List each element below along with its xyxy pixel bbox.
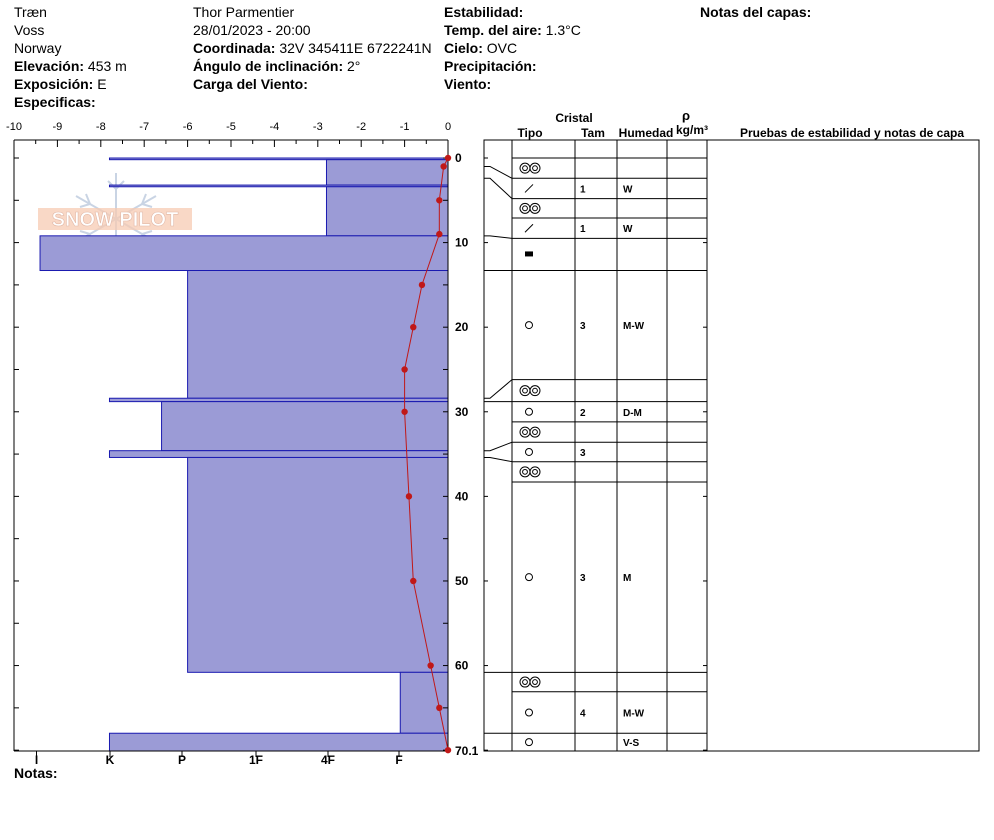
rime-icon [530,386,540,396]
temperature-point [436,197,442,203]
location-text: Træn [14,4,47,20]
rounded-grain-icon [526,574,533,581]
rime-icon [523,388,528,393]
density-unit: kg/m³ [675,123,709,137]
specifics-label: Especificas: [14,94,96,110]
temperature-point [440,163,446,169]
layer-size-text: 3 [580,447,586,459]
precip-particle-icon [525,224,533,232]
layer-moisture-text: D-M [623,407,642,419]
hardness-layer-bar [326,160,448,185]
layer-moisture-text: V-S [623,738,640,750]
notes-label: Notas: [14,765,58,781]
layer-size-text: 3 [580,321,586,333]
rime-icon [533,166,538,171]
incline-label: Ángulo de inclinación: [193,58,344,74]
temperature-point [419,282,425,288]
hardness-tick-label: 4F [320,753,336,767]
aspect-value: E [97,76,107,92]
depth-tick-label: 20 [455,320,469,335]
layer-connector-line [484,457,512,461]
layer-size-text: 2 [580,407,586,419]
rime-icon [530,163,540,173]
rime-icon [533,206,538,211]
stability-label: Estabilidad: [444,4,524,20]
crystal-header: Cristal [555,111,593,125]
layer-moisture-text: M-W [623,321,645,333]
incline-value: 2° [347,58,361,74]
rime-icon [520,677,530,687]
temp-tick-label: -1 [399,121,410,133]
hardness-layer-bar [326,187,448,236]
rounded-grain-icon [526,408,533,415]
hardness-tick-label: F [395,753,403,767]
layer-moisture-text: M-W [623,708,645,720]
type-header: Tipo [517,126,543,140]
depth-tick-label: 50 [455,573,469,588]
temp-tick-label: -7 [139,121,150,133]
country-text: Norway [14,40,62,56]
depth-tick-label: 40 [455,489,469,504]
layer-size-text: 1 [580,224,586,236]
layer-connector-line [484,166,512,178]
watermark-text: SNOW PILOT [51,209,179,231]
rime-icon [523,469,528,474]
sky-label: Cielo: [444,40,483,56]
observer-text: Thor Parmentier [193,4,295,20]
rime-icon [530,677,540,687]
depth-tick-label: 10 [455,235,469,250]
depth-bottom-label: 70.1 [455,744,479,758]
temp-tick-label: -8 [95,121,106,133]
temp-tick-label: -9 [52,121,63,133]
rime-icon [533,388,538,393]
density-symbol: ρ [681,108,691,123]
airtemp-label: Temp. del aire: [444,22,542,38]
elevation-label: Elevación: [14,58,85,74]
hardness-layer-bar [188,271,448,399]
temperature-point [401,409,407,415]
rime-icon [520,386,530,396]
coord-value: 32V 345411E 6722241N [279,40,432,56]
rime-icon [523,430,528,435]
temperature-point [436,231,442,237]
temp-tick-label: -2 [356,121,367,133]
temperature-point [406,493,412,499]
wind-label: Viento: [444,76,492,92]
rime-icon [520,203,530,213]
layer-moisture-text: W [623,224,633,236]
layer-connector-line [484,380,512,399]
temperature-point [427,662,433,668]
ice-layer-icon [525,251,533,256]
rounded-grain-icon [526,709,533,716]
temp-tick-label: -3 [312,121,323,133]
temp-tick-label: -4 [269,121,280,133]
aspect-label: Exposición: [14,76,94,92]
rime-icon [523,206,528,211]
layer-connector-line [484,236,512,239]
precip-label: Precipitación: [444,58,537,74]
layer-size-text: 4 [580,708,586,720]
hardness-layer-bar [400,672,448,733]
layer-connector-line [484,178,512,198]
temperature-point [445,155,451,161]
rime-icon [530,467,540,477]
sky-value: OVC [486,40,518,56]
windload-label: Carga del Viento: [193,76,308,92]
layer-moisture-text: M [623,573,632,585]
temperature-point [410,578,416,584]
rime-icon [533,469,538,474]
hardness-tick-label: I [34,753,39,767]
rime-icon [523,680,528,685]
airtemp-value: 1.3°C [545,22,581,38]
hardness-layer-bar [109,733,448,751]
temperature-point [410,324,416,330]
precip-particle-icon [525,184,533,192]
hardness-tick-label: P [177,753,187,767]
elevation-value: 453 m [87,58,127,74]
temperature-point [401,366,407,372]
layer-table-frame [484,140,979,751]
coord-label: Coordinada: [193,40,276,56]
layer-size-text: 1 [580,184,586,196]
rime-icon [533,430,538,435]
hardness-layer-bar [109,398,448,401]
temp-tick-label: -6 [182,121,193,133]
depth-tick-label: 0 [455,151,462,165]
rounded-grain-icon [526,322,533,329]
layer-moisture-text: W [623,184,633,196]
temperature-point [445,747,451,753]
hardness-layer-bar [40,236,448,271]
layer-size-text: 3 [580,573,586,585]
temp-tick-label: -10 [6,121,22,133]
rime-icon [520,467,530,477]
moisture-header: Humedad [618,126,674,140]
rime-icon [523,166,528,171]
layer-notes-label: Notas del capas: [700,4,812,20]
rime-icon [530,203,540,213]
temperature-point [436,705,442,711]
rime-icon [520,163,530,173]
rounded-grain-icon [526,739,533,746]
tests-header: Pruebas de estabilidad y notas de capa [739,126,965,140]
rime-icon [520,427,530,437]
layer-connector-line [484,442,512,450]
rime-icon [530,427,540,437]
rounded-grain-icon [526,448,533,455]
temp-tick-label: -5 [226,121,236,133]
hardness-layer-bar [109,451,448,458]
hardness-tick-label: K [105,753,115,767]
depth-tick-label: 30 [455,404,469,419]
region-text: Voss [14,22,45,38]
depth-tick-label: 60 [455,658,469,673]
size-header: Tam [581,126,605,140]
rime-icon [533,680,538,685]
temp-tick-label: 0 [444,121,452,133]
datetime-text: 28/01/2023 - 20:00 [193,22,311,38]
hardness-tick-label: 1F [248,753,264,767]
